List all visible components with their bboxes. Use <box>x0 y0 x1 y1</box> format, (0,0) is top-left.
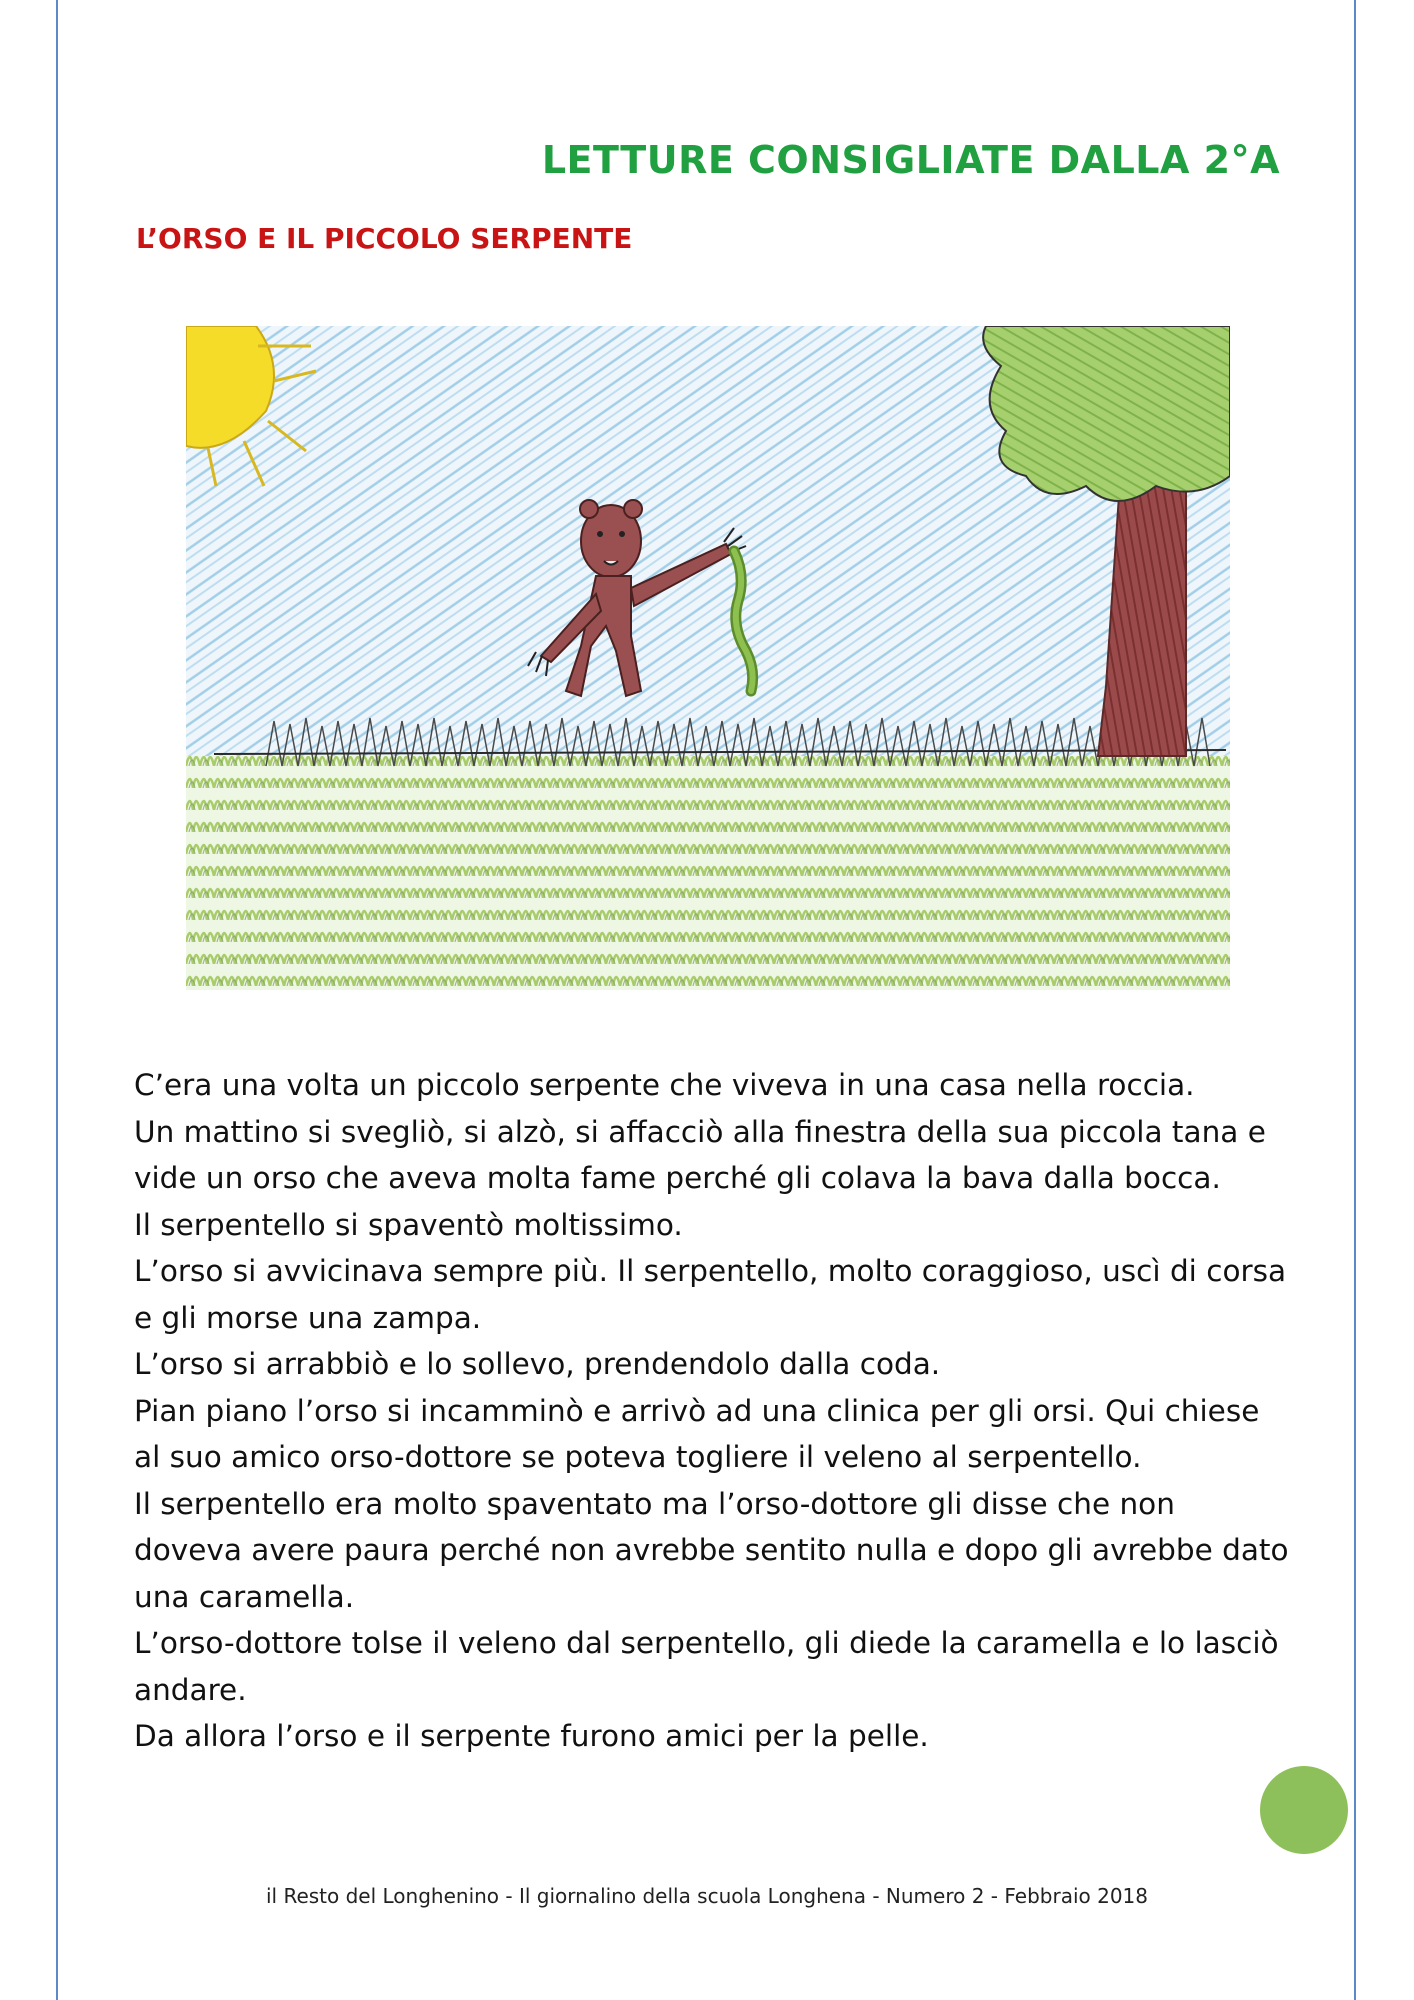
story-line: L’orso si arrabbiò e lo sollevo, prendendolo dalla coda. <box>134 1347 941 1381</box>
story-line: L’orso-dottore tolse il veleno dal serpentello, gli diede la caramella e lo lasciò <box>134 1626 1279 1660</box>
story-line: Il serpentello era molto spaventato ma l’orso-dottore gli disse che non <box>134 1486 1175 1521</box>
page-border-left <box>56 0 58 2000</box>
story-line: L’orso si avvicinava sempre più. Il serpentello, molto coraggioso, uscì di corsa <box>134 1254 1287 1288</box>
story-line: e gli morse una zampa. <box>134 1300 482 1335</box>
story-line: al suo amico orso-dottore se poteva togliere il veleno al serpentello. <box>134 1440 1142 1474</box>
story-line: vide un orso che aveva molta fame perché gli colava la bava dalla bocca. <box>134 1161 1221 1195</box>
story-line: andare. <box>134 1672 247 1707</box>
story-line: C’era una volta un piccolo serpente che viveva in una casa nella roccia. <box>134 1068 1195 1102</box>
story-line: una caramella. <box>134 1579 355 1614</box>
story-line: doveva avere paura perché non avrebbe sentito nulla e dopo gli avrebbe dato <box>134 1533 1289 1567</box>
story-line: Un mattino si svegliò, si alzò, si affacciò alla finestra della sua piccola tana e <box>134 1114 1266 1149</box>
story-illustration <box>186 326 1230 990</box>
grass-field <box>186 756 1230 990</box>
story-title: L’ORSO E IL PICCOLO SERPENTE <box>136 222 633 255</box>
section-title: LETTURE CONSIGLIATE DALLA 2°A <box>541 138 1280 182</box>
page-footer: il Resto del Longhenino - Il giornalino della scuola Longhena - Numero 2 - Febbraio 2018 <box>265 1884 1149 1908</box>
page-dot-decoration <box>1260 1766 1348 1854</box>
story-line: Il serpentello si spaventò moltissimo. <box>134 1207 683 1242</box>
story-text <box>134 1062 1289 1760</box>
story-line: Da allora l’orso e il serpente furono amici per la pelle. <box>134 1719 929 1753</box>
page-border-right <box>1354 0 1356 2000</box>
story-line: Pian piano l’orso si incamminò e arrivò ad una clinica per gli orsi. Qui chiese <box>134 1393 1260 1428</box>
